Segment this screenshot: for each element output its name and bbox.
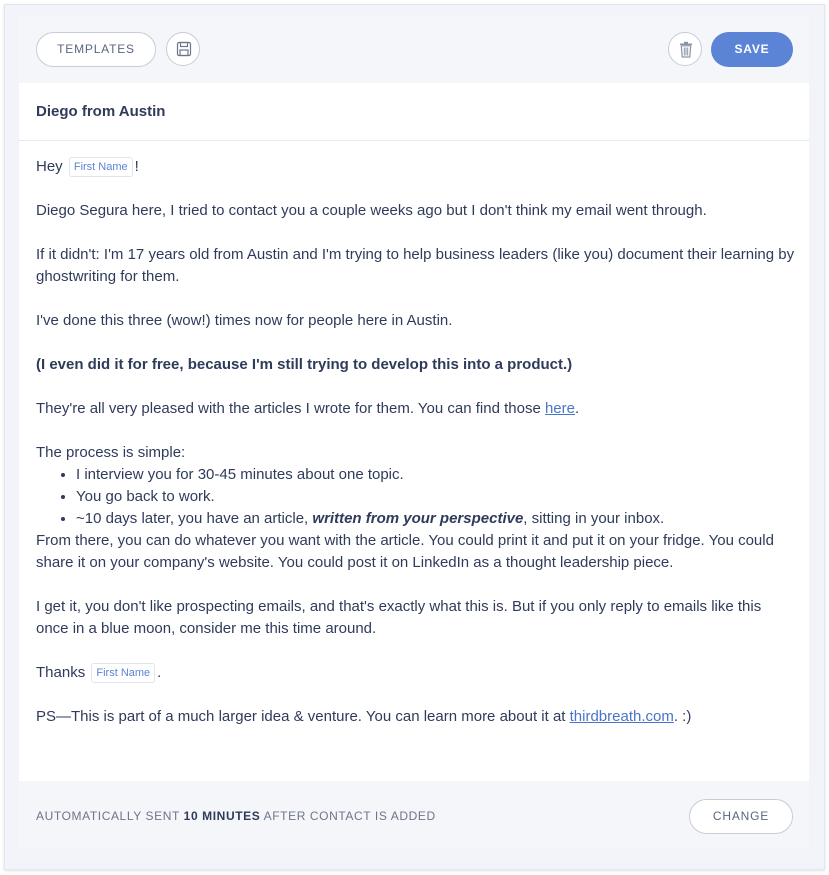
footer	[19, 781, 809, 849]
toolbar	[19, 15, 809, 83]
delete-button[interactable]	[668, 32, 702, 66]
thanks-suffix: .	[157, 664, 162, 681]
thanks-prefix: Thanks	[36, 664, 86, 681]
paragraph-free	[36, 354, 796, 376]
list-item: • You go back to work.	[76, 486, 796, 508]
save-button[interactable]: SAVE	[711, 32, 793, 67]
website-link[interactable]: thirdbreath.com	[569, 708, 674, 725]
list-item	[76, 508, 796, 530]
templates-button[interactable]: TEMPLATES	[36, 32, 156, 67]
save-template-button[interactable]	[166, 32, 200, 66]
paragraph-intro: Diego Segura here, I tried to contact you a couple weeks ago but I don't think my email went through.	[36, 202, 707, 219]
email-body[interactable]	[36, 156, 796, 750]
paragraph-context: If it didn't: I'm 17 years old from Austin and I'm trying to help business leaders (like you) document their learning by ghostwriting for them.	[36, 246, 795, 285]
thanks-line	[36, 662, 796, 684]
subject-line[interactable]	[19, 83, 809, 141]
ps-line	[36, 706, 796, 728]
paragraph-articles	[36, 398, 796, 420]
change-button[interactable]: CHANGE	[689, 799, 793, 834]
bold-free-note: (I even did it for free, because I'm still trying to develop this into a product.)	[36, 356, 573, 373]
paragraph-prospecting: I get it, you don't like prospecting emails, and that's exactly what this is. But if you only reply to emails like this once in a blue moon, consider me this time around.	[36, 598, 762, 637]
subject-text: Diego from Austin	[36, 103, 166, 120]
greeting-line	[36, 156, 796, 178]
floppy-disk-icon	[176, 41, 192, 57]
trash-icon	[678, 41, 694, 58]
send-timing	[36, 809, 436, 823]
bullet3-prefix: ~10 days later, you have an article,	[76, 510, 309, 527]
first-name-tag[interactable]: First Name	[91, 663, 155, 683]
articles-link[interactable]: here	[544, 400, 575, 417]
ps-suffix: . :)	[673, 708, 692, 725]
greeting-suffix: !	[134, 158, 139, 175]
bullet3-emphasis: written from your perspective	[312, 510, 524, 527]
process-list	[36, 464, 796, 530]
articles-suffix: .	[575, 400, 580, 417]
greeting-prefix: Hey	[36, 158, 63, 175]
first-name-tag[interactable]: First Name	[69, 157, 133, 177]
paragraph-usage: From there, you can do whatever you want with the article. You could print it and put it on your fridge. You could share it on your company's website. You could post it on LinkedIn as a thought leadership piece.	[36, 532, 774, 571]
articles-text: They're all very pleased with the articles I wrote for them. You can find those	[36, 400, 541, 417]
process-intro: The process is simple:	[36, 444, 186, 461]
list-item: • I interview you for 30-45 minutes about one topic.	[76, 464, 796, 486]
paragraph-track-record: I've done this three (wow!) times now for people here in Austin.	[36, 312, 453, 329]
send-timing-suffix: AFTER CONTACT IS ADDED	[263, 809, 436, 823]
ps-text: PS—This is part of a much larger idea & venture. You can learn more about it at	[36, 708, 566, 725]
send-timing-prefix: AUTOMATICALLY SENT	[36, 809, 180, 823]
bullet3-suffix: , sitting in your inbox.	[523, 510, 665, 527]
email-card	[19, 15, 809, 849]
email-step-editor	[4, 4, 825, 870]
send-delay: 10 MINUTES	[183, 809, 261, 823]
